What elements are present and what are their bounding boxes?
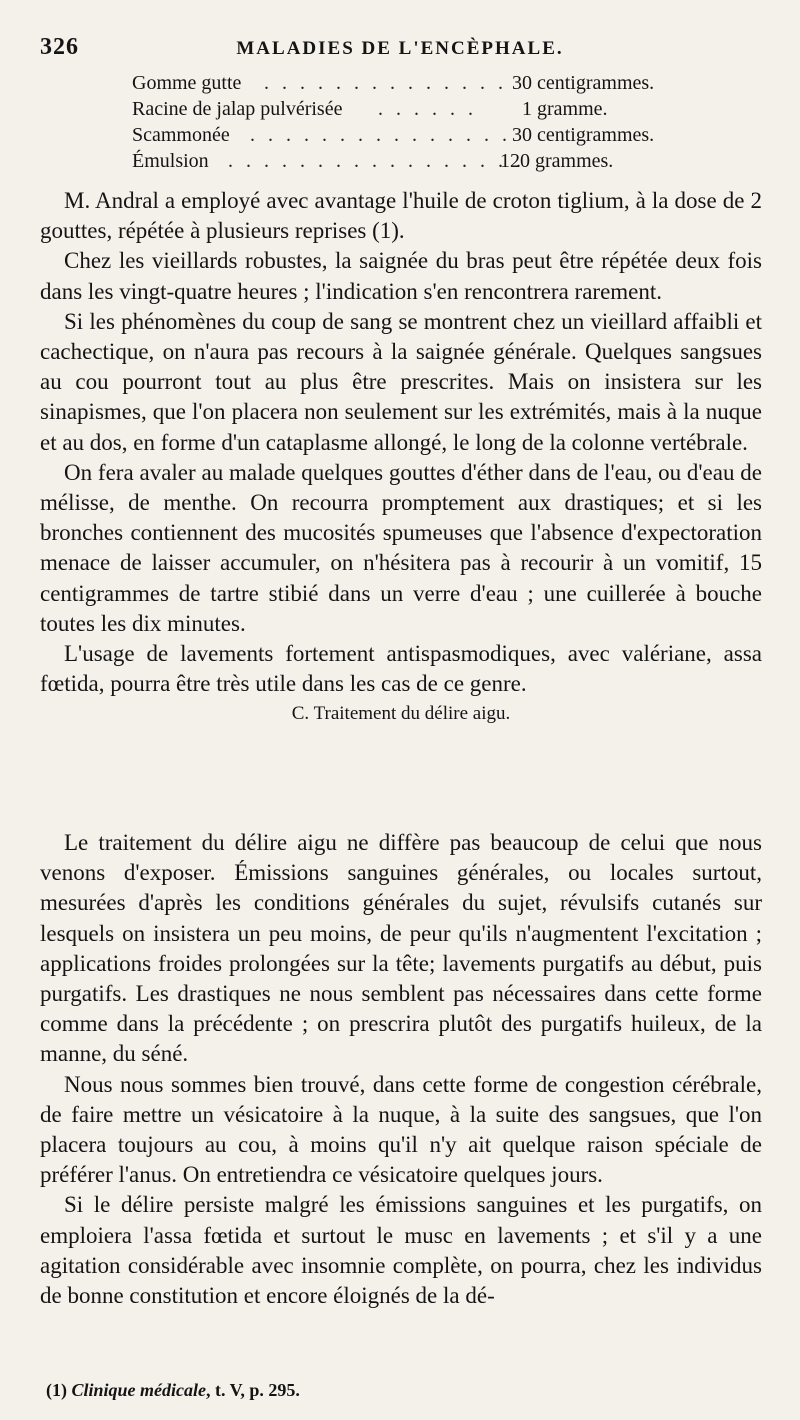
quantity: 30 centigrammes. [512, 124, 655, 146]
paragraph: On fera avaler au malade quelques gouttes d'éther dans de l'eau, ou d'eau de mélisse, de menthe. On recourra promptement aux drastiques; et si les bronches contiennent des mucosités spumeuses que l'absence d'expectoration menace de laisser accumuler, on n'hésitera pas à recourir à un vomitif, 15 centigrammes de tartre stibié dans un verre d'eau ; une cuillerée à bouche toutes les dix minutes. [40, 459, 762, 636]
dot-leader: . . . . . . . . . . . . . . . [250, 124, 511, 146]
prescription-row [132, 96, 692, 122]
ingredient: Émulsion [132, 150, 209, 172]
ingredient: Gomme gutte [132, 72, 242, 94]
section-text [40, 828, 762, 1311]
paragraph: Le traitement du délire aigu ne diffère pas beaucoup de celui que nous venons d'exposer. Émissions sanguines générales, ou locales surtout, mesurées d'après les conditions générales du sujet, révulsifs cutanés sur lesquels on insistera un peu moins, de peur qu'ils n'augmentent l'excitation ; applications froides prolongées sur la tête; lavements purgatifs au début, puis purgatifs. Les drastiques ne nous semblent pas nécessaires dans cette forme comme dans la précédente ; on prescrira plutôt des purgatifs huileux, de la manne, du séné. [40, 830, 762, 1067]
footnote-marker: (1) [46, 1380, 67, 1400]
prescription-row [132, 70, 692, 96]
page-header [40, 34, 760, 64]
prescription-list [132, 70, 692, 174]
section-title: C. Traitement du délire aigu. [291, 703, 511, 725]
running-title: MALADIES DE L'ENCÈPHALE. [236, 38, 564, 59]
paragraph: Si le délire persiste malgré les émissions sanguines et les purgatifs, on emploiera l'assa fœtida et surtout le musc en lavements ; et s'il y a une agitation considérable avec insomnie complète, on pourra, chez les individus de bonne constitution et encore éloignés de la dé- [40, 1192, 762, 1309]
paragraph: L'usage de lavements fortement antispasmodiques, avec valériane, assa fœtida, pourra être très utile dans les cas de ce genre. [40, 641, 762, 697]
ingredient: Scammonée [132, 124, 230, 146]
footnote-reference: , t. V, p. 295. [206, 1380, 300, 1400]
paragraph: Chez les vieillards robustes, la saignée du bras peut être répétée deux fois dans les vingt-quatre heures ; l'indication s'en rencontrera rarement. [40, 248, 762, 304]
main-text [40, 186, 762, 730]
prescription-row [132, 122, 692, 148]
paragraph: M. Andral a employé avec avantage l'huile de croton tiglium, à la dose de 2 gouttes, répétée à plusieurs reprises (1). [40, 188, 762, 244]
quantity: 120 grammes. [500, 150, 614, 172]
dot-leader: . . . . . . . . . . . . . . . . . [228, 150, 525, 172]
dot-leader: . . . . . . [378, 98, 477, 120]
paragraph: Si les phénomènes du coup de sang se montrent chez un vieillard affaibli et cachectique, on n'aura pas recours à la saignée générale. Quelques sangsues au cou pourront tout au plus être prescrites. Mais on insistera sur les sinapismes, que l'on placera non seulement sur les extrémités, mais à la nuque et au dos, en forme d'un cataplasme allongé, le long de la colonne vertébrale. [40, 308, 762, 455]
ingredient: Racine de jalap pulvérisée [132, 98, 343, 120]
footnote-source: Clinique médicale [71, 1380, 206, 1400]
page-number: 326 [40, 34, 79, 60]
prescription-row [132, 148, 692, 174]
footnote [46, 1380, 300, 1401]
paragraph: Nous nous sommes bien trouvé, dans cette forme de congestion cérébrale, de faire mettre un vésicatoire à la nuque, à la suite des sangsues, que l'on placera toujours au cou, à moins qu'il n'y ait quelque raison spéciale de préférer l'anus. On entretiendra ce vésicatoire quelques jours. [40, 1071, 762, 1188]
quantity: 30 centigrammes. [512, 72, 655, 94]
quantity: 1 gramme. [522, 98, 608, 120]
dot-leader: . . . . . . . . . . . . . . [264, 72, 507, 94]
